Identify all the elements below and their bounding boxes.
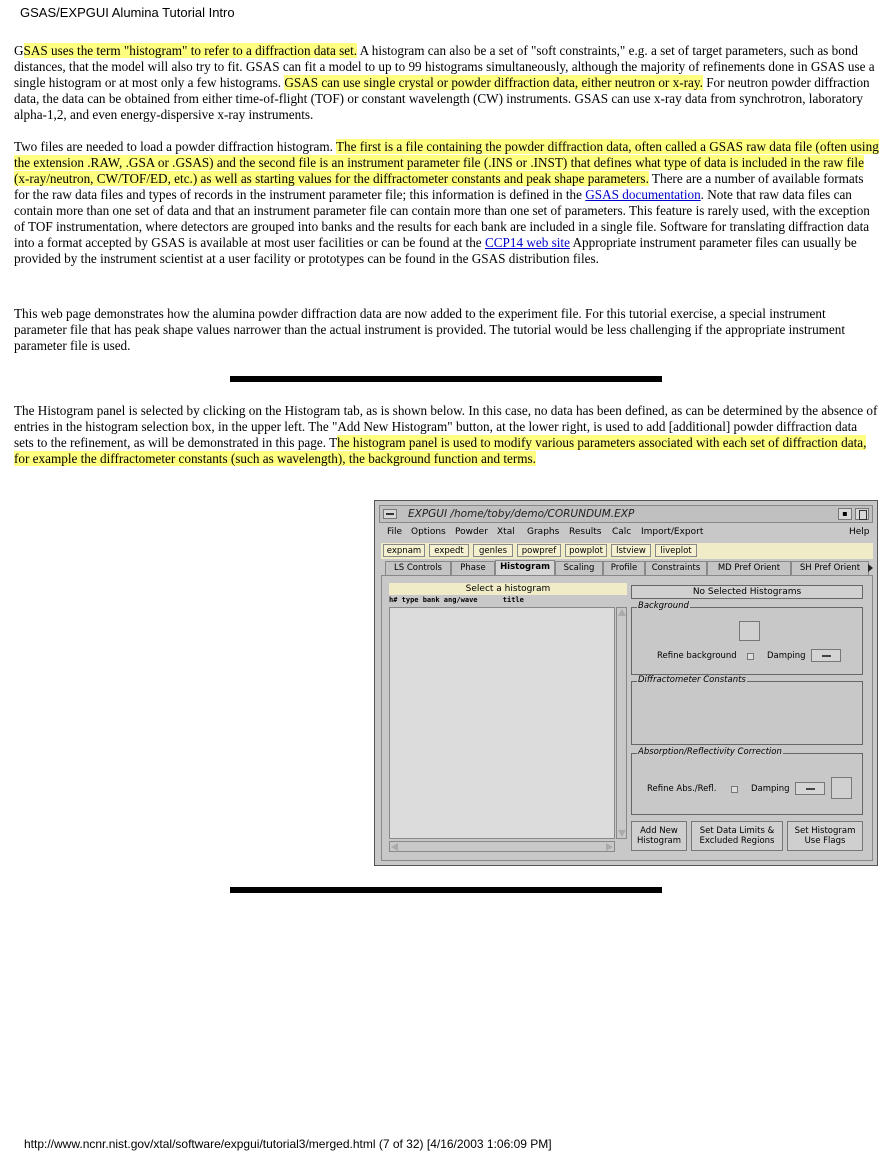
background-edit-button[interactable] — [739, 621, 760, 641]
tab-constraints[interactable]: Constraints — [645, 561, 707, 575]
toolbar — [381, 543, 873, 559]
liveplot-button[interactable]: liveplot — [655, 544, 697, 557]
no-selected-histograms-label: No Selected Histograms — [631, 585, 863, 599]
select-histogram-header: Select a histogram — [389, 583, 627, 595]
window-titlebar — [379, 505, 873, 523]
tab-phase[interactable]: Phase — [451, 561, 495, 575]
histogram-column-header: h# type bank ang/wave title — [389, 596, 524, 604]
background-damping-menu[interactable] — [811, 649, 841, 662]
menu-options[interactable]: Options — [411, 527, 446, 537]
divider — [230, 376, 662, 382]
menu-help[interactable]: Help — [849, 527, 870, 537]
scroll-right-icon[interactable] — [606, 843, 613, 851]
page-footer-url: http://www.ncnr.nist.gov/xtal/software/expgui/tutorial3/merged.html (7 of 32) [4/16/2003 1:06:09 PM] — [24, 1137, 552, 1151]
background-group — [631, 607, 863, 675]
scroll-left-icon[interactable] — [391, 843, 398, 851]
set-histogram-flags-label: Set Histogram Use Flags — [794, 826, 856, 846]
menu-calc[interactable]: Calc — [612, 527, 632, 537]
refine-abs-label: Refine Abs./Refl. — [647, 784, 717, 794]
refine-abs-checkbox[interactable] — [731, 786, 738, 793]
refine-background-label: Refine background — [657, 651, 737, 661]
highlight: SAS uses the term "histogram" to refer to a diffraction data set. — [23, 43, 358, 58]
histogram-vertical-scrollbar[interactable] — [616, 607, 627, 839]
minimize-icon[interactable]: ▪ — [838, 508, 852, 520]
absorption-damping-label: Damping — [751, 784, 790, 794]
lstview-button[interactable]: lstview — [611, 544, 651, 557]
menu-results[interactable]: Results — [569, 527, 602, 537]
set-data-limits-label: Set Data Limits & Excluded Regions — [699, 826, 775, 846]
genles-button[interactable]: genles — [473, 544, 513, 557]
absorption-damping-menu[interactable] — [795, 782, 825, 795]
tab-sh-pref-orient[interactable]: SH Pref Orient — [791, 561, 869, 575]
menu-import-export[interactable]: Import/Export — [641, 527, 704, 537]
background-damping-label: Damping — [767, 651, 806, 661]
expgui-window-screenshot — [374, 500, 878, 866]
tab-scroll-right-icon[interactable] — [868, 564, 873, 572]
menu-file[interactable]: File — [387, 527, 403, 537]
paragraph-demonstration: This web page demonstrates how the alumina powder diffraction data are now added to the experiment file. For this tutorial exercise, a special instrument parameter file that has peak shape values narrower than the actual instrument is provided. The tutorial would be less challenging if the appropriate instrument parameter file is used. — [14, 306, 846, 353]
paragraph-two-files: Two files are needed to load a powder diffraction histogram. The first is a file containing the powder diffraction data, often called a GSAS raw data file (often using the extension .RAW, .GSA or .GSAS) and the second file is an instrument parameter file (.INS or .INST) that defines what type of data is included in the raw file (x-ray/neutron, CW/TOF/ED, etc.) as well as starting values for the diffractometer constants and peak shape parameters. There are a number of available formats for the raw data files and types of records in the instrument parameter file; this information is defined in the GSAS documentation. Note that raw data files can contain more than one set of data and that an instrument parameter file can contain more than one set of parameters. This feature is rarely used, with the exception of TOF instrumentation, where detectors are grouped into banks and the results for each bank are included in a single file. Software for translating diffraction data into a format accepted by GSAS is available at most user facilities or can be found at the CCP14 web site Appropriate instrument parameter files can usually be provided by the instrument scientist at a user facility or prototypes can be found in the GSAS distribution files. — [14, 139, 879, 266]
powplot-button[interactable]: powplot — [565, 544, 607, 557]
paragraph-histogram-intro: GSAS uses the term "histogram" to refer to a diffraction data set. A histogram can also be a set of "soft constraints," e.g. a set of target parameters, such as bond distances, that the model will also try to fit. GSAS can fit a model to up to 99 histograms simultaneously, although the majority of refinements done in GSAS use a single histogram or at most only a few histograms. GSAS can use single crystal or powder diffraction data, either neutron or x-ray. For neutron powder diffraction data, the data can be obtained from either time-of-flight (TOF) or constant wavelength (CW) instruments. GSAS can use x-ray data from synchrotron, laboratory alpha-1,2, and even energy-dispersive x-ray instruments. — [14, 43, 875, 122]
absorption-group-label: Absorption/Reflectivity Correction — [638, 747, 782, 757]
highlight: GSAS can use single crystal or powder diffraction data, either neutron or x-ray. — [284, 75, 703, 90]
absorption-edit-button[interactable] — [831, 777, 852, 799]
powpref-button[interactable]: powpref — [517, 544, 561, 557]
scroll-up-icon[interactable] — [618, 609, 626, 616]
set-data-limits-button[interactable] — [691, 821, 783, 851]
diffractometer-constants-group — [631, 681, 863, 745]
diffractometer-constants-label: Diffractometer Constants — [638, 675, 746, 685]
refine-background-checkbox[interactable] — [747, 653, 754, 660]
add-new-histogram-button[interactable] — [631, 821, 687, 851]
gsas-documentation-link[interactable]: GSAS documentation — [585, 187, 701, 202]
histogram-listbox[interactable] — [389, 607, 615, 839]
window-title: EXPGUI /home/toby/demo/CORUNDUM.EXP — [408, 508, 635, 520]
paragraph-histogram-panel: The Histogram panel is selected by clicking on the Histogram tab, as is shown below. In this case, no data has been defined, as can be determined by the absence of entries in the histogram selection box, in the upper left. The "Add New Histogram" button, at the lower right, is used to add [additional] powder diffraction data sets to the refinement, as will be demonstrated in this page. The histogram panel is used to modify various parameters associated with each set of diffraction data, for example the diffractometer constants (such as wavelength), the background function and terms. — [14, 403, 878, 466]
highlight: he histogram panel is used to modify various parameters associated with each set of diffraction data, for example the diffractometer constants (such as wavelength), the background function and terms. — [14, 435, 867, 466]
maximize-icon[interactable] — [855, 508, 869, 520]
window-menu-icon[interactable] — [383, 509, 397, 519]
tab-histogram[interactable]: Histogram — [495, 560, 555, 575]
expedt-button[interactable]: expedt — [429, 544, 469, 557]
scroll-down-icon[interactable] — [618, 830, 626, 837]
set-histogram-flags-button[interactable] — [787, 821, 863, 851]
histogram-horizontal-scrollbar[interactable] — [389, 841, 615, 852]
divider — [230, 887, 662, 893]
tab-profile[interactable]: Profile — [603, 561, 645, 575]
ccp14-link[interactable]: CCP14 web site — [484, 235, 570, 250]
tab-ls-controls[interactable]: LS Controls — [385, 561, 451, 575]
menubar — [379, 525, 873, 541]
highlight: The first is a file containing the powder diffraction data, often called a GSAS raw data file (often using the extension .RAW, .GSA or .GSAS) and the second file is an instrument parameter file (.INS or .INST) that defines what type of data is included in the raw file (x-ray/neutron, CW/TOF/ED, etc.) as well as starting values for the diffractometer constants and peak shape parameters. — [14, 139, 879, 186]
menu-graphs[interactable]: Graphs — [527, 527, 560, 537]
background-group-label: Background — [638, 601, 689, 611]
menu-xtal[interactable]: Xtal — [497, 527, 515, 537]
add-new-histogram-label: Add New Histogram — [636, 826, 682, 846]
tab-md-pref-orient[interactable]: MD Pref Orient — [707, 561, 791, 575]
page-header: GSAS/EXPGUI Alumina Tutorial Intro — [20, 5, 235, 20]
tab-bar — [381, 561, 873, 575]
expnam-button[interactable]: expnam — [383, 544, 425, 557]
tab-scaling[interactable]: Scaling — [555, 561, 603, 575]
menu-powder[interactable]: Powder — [455, 527, 488, 537]
